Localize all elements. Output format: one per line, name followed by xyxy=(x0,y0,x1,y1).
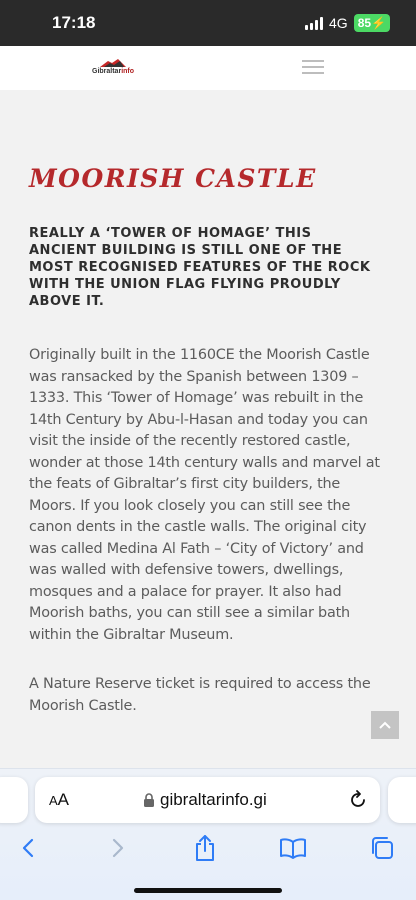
previous-tab-preview[interactable] xyxy=(0,777,28,823)
reader-aa-button[interactable]: AA xyxy=(49,790,70,809)
status-bar xyxy=(0,0,416,46)
bookmarks-icon xyxy=(279,837,307,859)
browser-bar xyxy=(0,768,416,900)
status-indicators xyxy=(305,14,390,32)
site-logo[interactable] xyxy=(92,58,138,78)
hamburger-menu-icon[interactable] xyxy=(302,60,324,76)
tabs-button[interactable] xyxy=(367,833,397,863)
share-icon xyxy=(193,834,217,862)
body-paragraph: Originally built in the 1160CE the Moorish Castle was ransacked by the Spanish between 1309 – 1333. This ‘Tower of Homage’ was rebuilt in the 14th Century by Abu-l-Hasan and today you can visit the inside of the recently restored castle, wonder at those 14th century walls and marvel at the feats of Gibraltar’s first city builders, the Moors. If you look closely you can still see the canon dents in the castle walls. The original city was called Medina Al Fath – ‘City of Victory’ and was walled with defensive towers, dwellings, mosques and a palace for prayer. It also had Moorish baths, you can still see a similar bath within the Gibraltar Museum. xyxy=(29,347,380,643)
url-display[interactable] xyxy=(143,790,267,810)
logo-text: Gibraltarinfo xyxy=(92,68,135,75)
chevron-up-icon xyxy=(379,721,391,729)
lock-icon xyxy=(143,793,155,807)
browser-toolbar xyxy=(0,831,416,871)
ticket-note: A Nature Reserve ticket is required to access the Moorish Castle. xyxy=(29,676,371,714)
main-content xyxy=(0,90,416,768)
tabs-icon xyxy=(369,835,395,861)
back-button[interactable] xyxy=(13,833,43,863)
battery-level: 85 xyxy=(357,16,372,30)
forward-button[interactable] xyxy=(103,833,133,863)
next-tab-preview[interactable] xyxy=(388,777,416,823)
signal-icon xyxy=(305,16,323,30)
url-text: gibraltarinfo.gi xyxy=(160,790,267,809)
bookmarks-button[interactable] xyxy=(278,833,308,863)
back-to-top-button[interactable] xyxy=(371,711,399,739)
reload-icon[interactable] xyxy=(347,789,369,811)
address-bar[interactable] xyxy=(35,777,380,823)
battery-icon: 85⚡ xyxy=(354,14,390,32)
network-type: 4G xyxy=(329,15,348,31)
forward-icon xyxy=(111,837,125,859)
site-header xyxy=(0,46,416,90)
status-time: 17:18 xyxy=(52,13,96,32)
back-icon xyxy=(21,837,35,859)
home-indicator[interactable] xyxy=(134,888,282,893)
share-button[interactable] xyxy=(190,833,220,863)
page-subtitle: REALLY A ‘TOWER OF HOMAGE’ THIS ANCIENT BUILDING IS STILL ONE OF THE MOST RECOGNISED FEATURES OF THE ROCK WITH THE UNION FLAG FLYING PROUDLY ABOVE IT. xyxy=(29,226,371,309)
page-title: MOORISH CASTLE xyxy=(29,164,317,193)
gibraltar-rock-logo-icon xyxy=(98,58,128,68)
